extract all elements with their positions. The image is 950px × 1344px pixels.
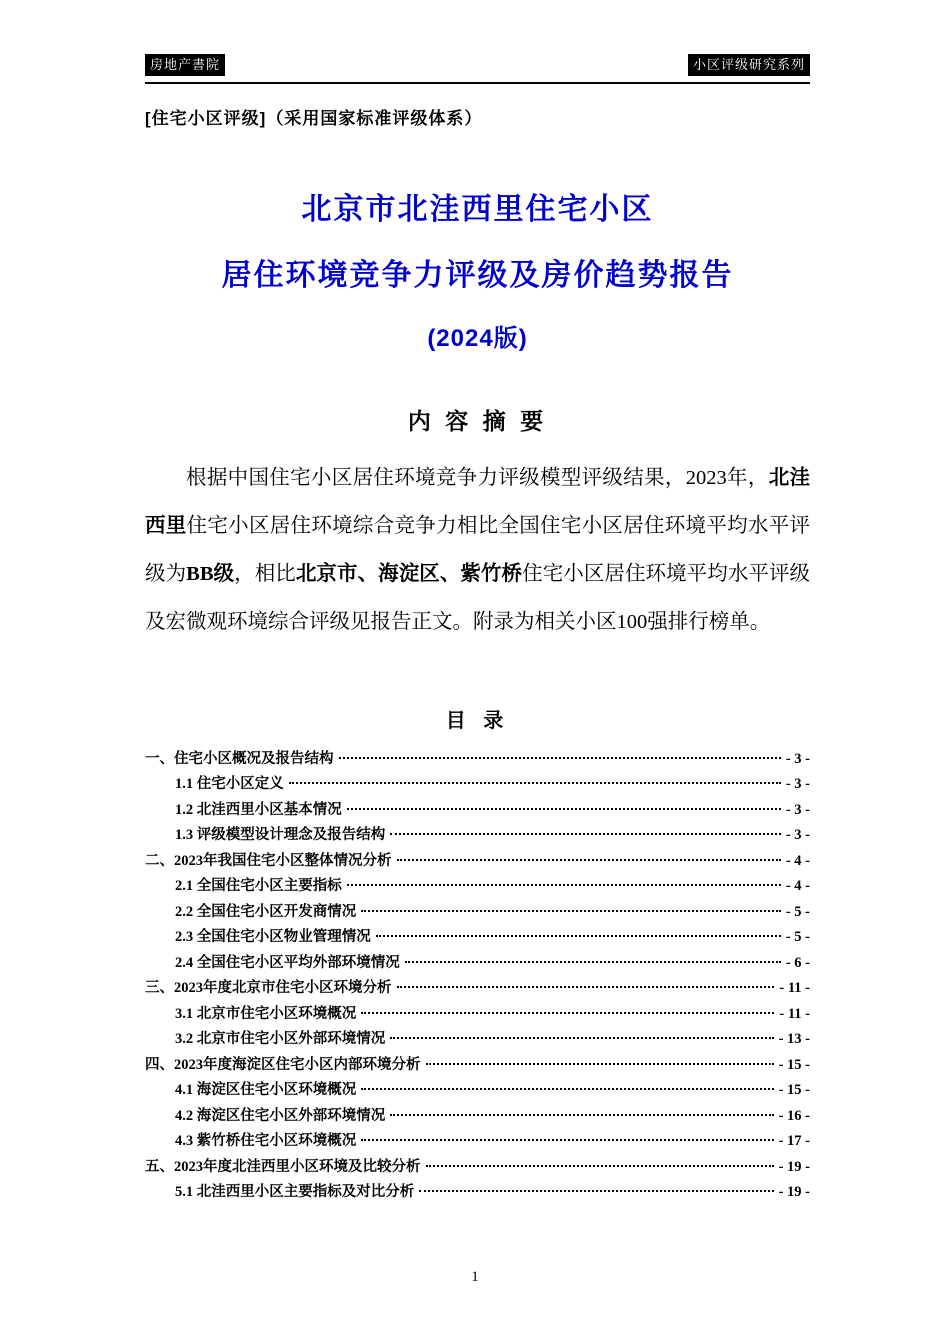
- toc-item-label: 1.3 评级模型设计理念及报告结构: [175, 827, 386, 844]
- toc-leader-dots: [361, 1139, 773, 1141]
- toc-item-label: 二、2023年我国住宅小区整体情况分析: [145, 852, 392, 869]
- toc-leader-dots: [361, 910, 781, 912]
- toc-item-page: - 3 -: [785, 750, 810, 767]
- toc-item: [145, 925, 810, 951]
- toc-item-label: 2.4 全国住宅小区平均外部环境情况: [175, 954, 400, 971]
- toc-item-label: 5.1 北洼西里小区主要指标及对比分析: [175, 1184, 415, 1201]
- toc-item-page: - 15 -: [778, 1056, 810, 1073]
- toc-item-page: - 17 -: [778, 1133, 810, 1150]
- toc-item-page: - 3 -: [785, 776, 810, 793]
- toc-leader-dots: [405, 961, 781, 963]
- toc-item-label: 五、2023年度北洼西里小区环境及比较分析: [145, 1158, 421, 1175]
- toc-item-page: - 5 -: [785, 903, 810, 920]
- rating-system-subtitle: [住宅小区评级]（采用国家标准评级体系）: [145, 108, 483, 128]
- report-title-line1: 北京市北洼西里住宅小区: [301, 192, 654, 226]
- toc-leader-dots: [426, 1165, 774, 1167]
- toc-item-label: 2.2 全国住宅小区开发商情况: [175, 903, 357, 920]
- report-title: [145, 177, 810, 369]
- toc-item-label: 2.1 全国住宅小区主要指标: [175, 878, 342, 895]
- footer-page-number: 1: [471, 1269, 479, 1285]
- toc-item-page: - 6 -: [785, 954, 810, 971]
- toc-item: [145, 1155, 810, 1181]
- toc-leader-dots: [426, 1063, 774, 1065]
- toc-heading: 目 录: [445, 709, 510, 732]
- toc-item: [145, 1129, 810, 1155]
- toc-list: [145, 747, 810, 1206]
- toc-item-page: - 4 -: [785, 852, 810, 869]
- toc-item: [145, 1027, 810, 1053]
- toc-item: [145, 1180, 810, 1206]
- toc-item-page: - 19 -: [778, 1158, 810, 1175]
- toc-leader-dots: [339, 757, 781, 759]
- toc-item-page: - 13 -: [778, 1031, 810, 1048]
- toc-item-page: - 15 -: [778, 1082, 810, 1099]
- summary-paragraph: [145, 454, 810, 646]
- toc-item: [145, 1104, 810, 1130]
- toc-item: [145, 823, 810, 849]
- toc-item: [145, 900, 810, 926]
- toc-item-label: 四、2023年度海淀区住宅小区内部环境分析: [145, 1056, 421, 1073]
- toc-leader-dots: [390, 833, 781, 835]
- toc-item-label: 2.3 全国住宅小区物业管理情况: [175, 929, 371, 946]
- toc-item: [145, 1002, 810, 1028]
- toc-item-page: - 16 -: [778, 1107, 810, 1124]
- summary-heading: 内 容 摘 要: [407, 407, 548, 434]
- summary-text: 住宅小区居住环境综合竞争力相比全国住宅小区居住环境平均水平评级为: [145, 514, 811, 585]
- toc-leader-dots: [361, 1012, 774, 1014]
- summary-emphasis-text: 北京市、海淀区、紫竹桥: [295, 562, 523, 585]
- toc-item-label: 4.1 海淀区住宅小区环境概况: [175, 1082, 357, 1099]
- toc-item: [145, 798, 810, 824]
- toc-item-label: 三、2023年度北京市住宅小区环境分析: [145, 980, 392, 997]
- toc-item: [145, 747, 810, 773]
- toc-item: [145, 772, 810, 798]
- toc-leader-dots: [361, 1088, 773, 1090]
- report-title-edition: (2024版): [427, 324, 528, 352]
- toc-item: [145, 874, 810, 900]
- toc-leader-dots: [347, 808, 781, 810]
- toc-item: [145, 849, 810, 875]
- toc-leader-dots: [390, 1037, 773, 1039]
- toc-item-label: 一、住宅小区概况及报告结构: [145, 750, 334, 767]
- header-left-badge: 房地产書院: [145, 54, 225, 76]
- toc-leader-dots: [376, 935, 781, 937]
- toc-leader-dots: [347, 884, 781, 886]
- toc-item-label: 3.1 北京市住宅小区环境概况: [175, 1005, 357, 1022]
- toc-item-page: - 5 -: [785, 929, 810, 946]
- toc-leader-dots: [397, 986, 775, 988]
- toc-leader-dots: [397, 859, 781, 861]
- header-right-badge: 小区评级研究系列: [688, 54, 810, 76]
- toc-leader-dots: [289, 782, 781, 784]
- toc-item-page: - 3 -: [785, 801, 810, 818]
- toc-item: [145, 1053, 810, 1079]
- toc-leader-dots: [419, 1190, 773, 1192]
- toc-item-page: - 11 -: [779, 1005, 810, 1022]
- report-title-line2: 居住环境竞争力评级及房价趋势报告: [221, 258, 734, 292]
- toc-item-label: 1.1 住宅小区定义: [175, 776, 284, 793]
- toc-item: [145, 976, 810, 1002]
- toc-item: [145, 1078, 810, 1104]
- toc-item: [145, 951, 810, 977]
- summary-emphasis-text: BB级: [186, 562, 235, 585]
- toc-item-label: 4.2 海淀区住宅小区外部环境情况: [175, 1107, 386, 1124]
- toc-item-page: - 3 -: [785, 827, 810, 844]
- toc-item-label: 4.3 紫竹桥住宅小区环境概况: [175, 1133, 357, 1150]
- toc-item-page: - 19 -: [778, 1184, 810, 1201]
- toc-item-label: 3.2 北京市住宅小区外部环境情况: [175, 1031, 386, 1048]
- summary-text: ，相比: [234, 562, 296, 585]
- toc-item-label: 1.2 北洼西里小区基本情况: [175, 801, 342, 818]
- summary-text: 根据中国住宅小区居住环境竞争力评级模型评级结果，2023年，: [186, 466, 769, 489]
- summary-emphasis-text: 北洼西里: [145, 466, 811, 537]
- toc-leader-dots: [390, 1114, 773, 1116]
- toc-item-page: - 4 -: [785, 878, 810, 895]
- page-header: [145, 54, 810, 84]
- toc-item-page: - 11 -: [779, 980, 810, 997]
- summary-text: 住宅小区居住环境平均水平评级及宏微观环境综合评级见报告正文。附录为相关小区100强排行榜单。: [145, 562, 811, 633]
